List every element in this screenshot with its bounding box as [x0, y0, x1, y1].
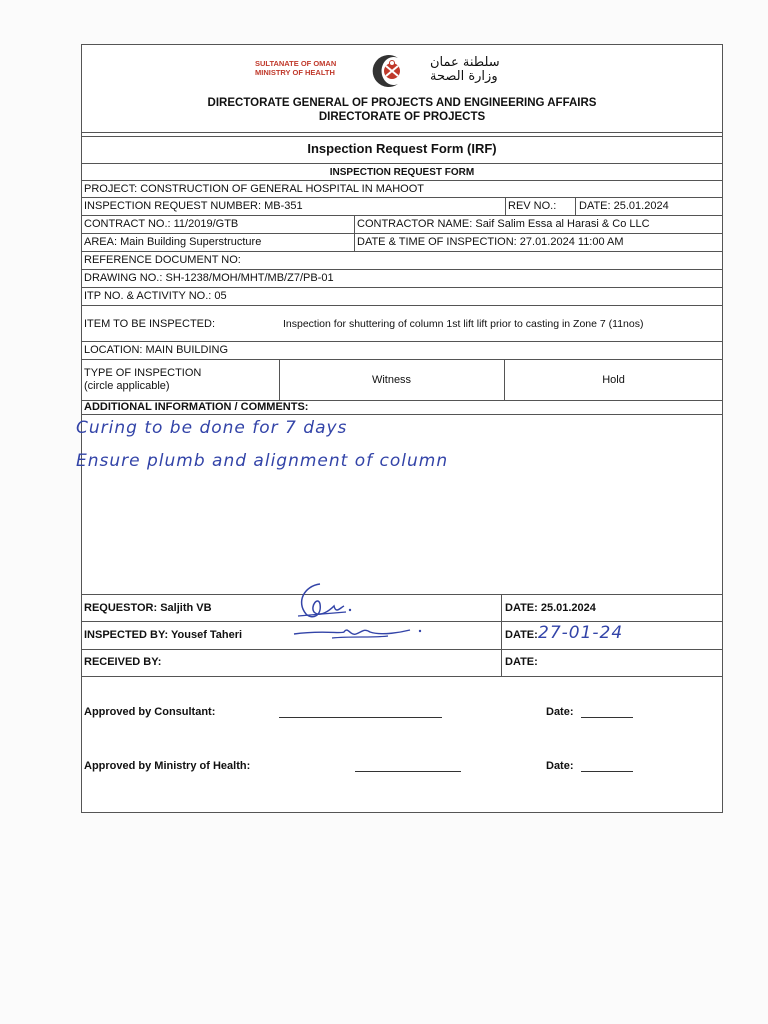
inspected-date-label: DATE:: [505, 629, 538, 641]
consultant-date-label: Date:: [546, 706, 574, 718]
sultanate-ar: سلطنة عمان: [430, 55, 500, 70]
request-number-field: INSPECTION REQUEST NUMBER: MB-351: [84, 200, 303, 212]
moh-date-label: Date:: [546, 760, 574, 772]
reference-document-field: REFERENCE DOCUMENT NO:: [84, 254, 241, 266]
form-subtitle: INSPECTION REQUEST FORM: [329, 167, 475, 178]
moh-signature-line[interactable]: [355, 771, 461, 772]
type-label-1: TYPE OF INSPECTION: [84, 367, 202, 379]
ministry-en: MINISTRY OF HEALTH: [255, 68, 335, 77]
type-hold-option[interactable]: Hold: [602, 374, 625, 386]
inspected-date-handwritten: 27-01-24: [538, 623, 624, 643]
handwritten-comment-1: Curing to be done for 7 days: [76, 418, 348, 438]
consultant-signature-line[interactable]: [279, 717, 442, 718]
handwritten-comment-2: Ensure plumb and alignment of column: [76, 451, 449, 471]
ministry-ar: وزارة الصحة: [430, 69, 498, 84]
item-value: Inspection for shuttering of column 1st lift lift prior to casting in Zone 7 (11nos): [283, 318, 644, 330]
itp-no-field: ITP NO. & ACTIVITY NO.: 05: [84, 290, 227, 302]
inspection-datetime-field: DATE & TIME OF INSPECTION: 27.01.2024 11:00 AM: [357, 236, 624, 248]
approved-consultant-label: Approved by Consultant:: [84, 706, 216, 718]
received-by-field: RECEIVED BY:: [84, 656, 162, 668]
received-date-field: DATE:: [505, 656, 538, 668]
area-field: AREA: Main Building Superstructure: [84, 236, 262, 248]
ministry-logo: [368, 52, 410, 95]
contractor-name-field: CONTRACTOR NAME: Saif Salim Essa al Harasi & Co LLC: [357, 218, 650, 230]
inspected-by-field: INSPECTED BY: Yousef Taheri: [84, 629, 243, 641]
rev-no-field: REV NO.:: [508, 200, 557, 212]
sultanate-en: SULTANATE OF OMAN: [255, 59, 337, 68]
drawing-no-field: DRAWING NO.: SH-1238/MOH/MHT/MB/Z7/PB-01: [84, 272, 334, 284]
directorate: DIRECTORATE OF PROJECTS: [318, 111, 486, 123]
requestor-date-field: DATE: 25.01.2024: [505, 602, 596, 614]
project-field: PROJECT: CONSTRUCTION OF GENERAL HOSPITAL IN MAHOOT: [84, 183, 425, 195]
item-label: ITEM TO BE INSPECTED:: [84, 318, 216, 330]
type-label-2: (circle applicable): [84, 380, 170, 392]
comments-label: ADDITIONAL INFORMATION / COMMENTS:: [84, 401, 309, 413]
inspector-signature: [292, 622, 432, 649]
location-field: LOCATION: MAIN BUILDING: [84, 344, 229, 356]
contract-no-field: CONTRACT NO.: 11/2019/GTB: [84, 218, 239, 230]
form-title: Inspection Request Form (IRF): [307, 141, 497, 156]
requestor-field: REQUESTOR: Saljith VB: [84, 602, 212, 614]
approved-moh-label: Approved by Ministry of Health:: [84, 760, 251, 772]
moh-date-line[interactable]: [581, 771, 633, 772]
consultant-date-line[interactable]: [581, 717, 633, 718]
type-witness-option[interactable]: Witness: [371, 374, 412, 386]
date-top-field: DATE: 25.01.2024: [579, 200, 669, 212]
directorate-general: DIRECTORATE GENERAL OF PROJECTS AND ENGINEERING AFFAIRS: [207, 97, 597, 109]
